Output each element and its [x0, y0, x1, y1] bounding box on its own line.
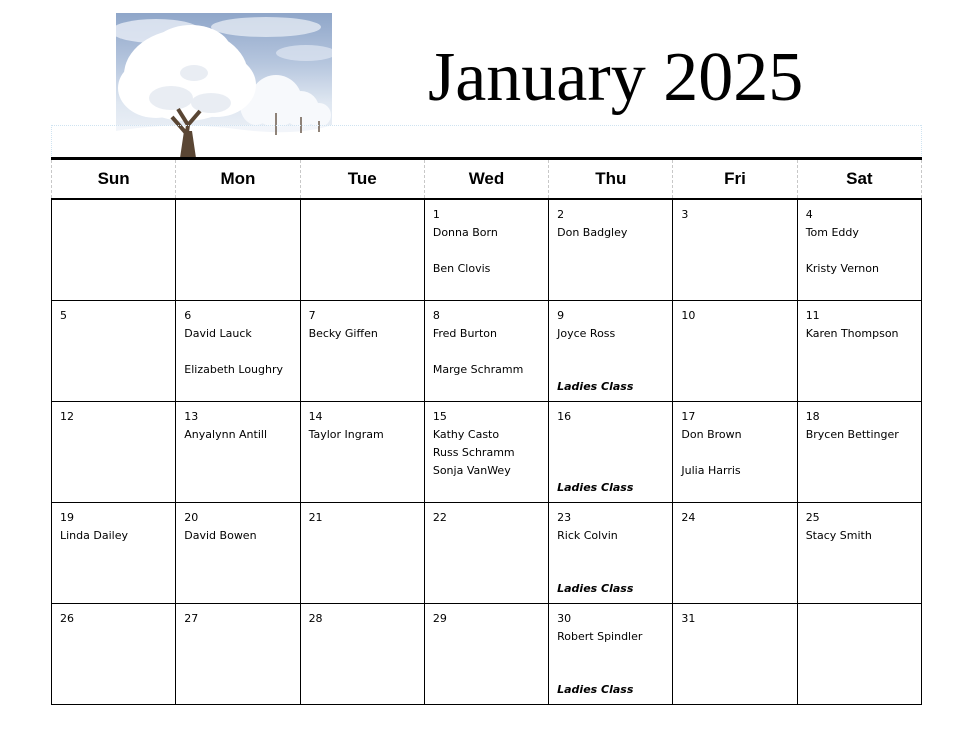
calendar-day-cell: [797, 301, 921, 402]
calendar-day-cell: [549, 199, 673, 301]
day-cell-content: [301, 604, 424, 704]
day-cell-content: [798, 604, 921, 704]
day-number: 2: [557, 208, 565, 221]
weekday-header: Wed: [424, 159, 548, 200]
day-number: 10: [681, 309, 696, 322]
calendar-day-cell: [673, 199, 797, 301]
day-cell-content: [176, 503, 299, 603]
day-number: 26: [60, 612, 74, 625]
calendar-day-cell: [300, 604, 424, 705]
day-cell-content: [425, 301, 548, 401]
day-number: 31: [681, 612, 696, 625]
day-number: 27: [184, 612, 199, 625]
day-number: 22: [432, 511, 447, 524]
birthday-name: Stacy Smith: [805, 529, 872, 542]
birthday-name: Sonja VanWey: [432, 464, 511, 477]
calendar-day-cell: [52, 199, 176, 301]
day-number: 1: [432, 208, 440, 221]
calendar-day-cell: [176, 503, 300, 604]
calendar-day-cell: [52, 402, 176, 503]
day-cell-content: [52, 604, 175, 704]
calendar-day-cell: [300, 503, 424, 604]
day-number: 9: [557, 309, 565, 322]
snowy-tree-photo: [116, 13, 332, 158]
weekday-header: Fri: [673, 159, 797, 200]
calendar-week-row: [52, 604, 922, 705]
calendar-day-cell: [424, 301, 548, 402]
calendar-day-cell: [300, 402, 424, 503]
weekday-header: Mon: [176, 159, 300, 200]
day-cell-content: [425, 604, 548, 704]
birthday-name: Don Brown: [681, 428, 742, 441]
day-cell-content: [425, 200, 548, 300]
calendar-day-cell: [673, 604, 797, 705]
weekday-header: Thu: [549, 159, 673, 200]
day-cell-content: [673, 301, 796, 401]
day-cell-content: [176, 402, 299, 502]
day-number: 15: [432, 410, 447, 423]
calendar-week-row: [52, 301, 922, 402]
day-cell-content: [425, 503, 548, 603]
calendar-day-cell: [176, 402, 300, 503]
day-cell-content: [673, 604, 796, 704]
birthday-name: Elizabeth Loughry: [184, 363, 284, 376]
day-number: 13: [184, 410, 199, 423]
guide-line: [921, 125, 922, 158]
calendar-week-row: [52, 402, 922, 503]
day-cell-content: [549, 503, 672, 603]
calendar-week-row: [52, 199, 922, 301]
calendar-day-cell: [424, 199, 548, 301]
birthday-name: Ben Clovis: [432, 262, 491, 275]
day-number: 25: [805, 511, 820, 524]
birthday-name: David Bowen: [184, 529, 257, 542]
event-note: Ladies Class: [557, 380, 634, 393]
calendar-day-cell: [673, 503, 797, 604]
day-cell-content: [176, 604, 299, 704]
guide-line: [51, 125, 52, 158]
birthday-name: Joyce Ross: [557, 327, 616, 340]
calendar-day-cell: [424, 604, 548, 705]
birthday-name: Taylor Ingram: [308, 428, 384, 441]
calendar-day-cell: [549, 301, 673, 402]
birthday-name: Donna Born: [432, 226, 498, 239]
day-number: 6: [184, 309, 192, 322]
event-note: Ladies Class: [557, 683, 634, 696]
calendar-day-cell: [797, 199, 921, 301]
calendar-day-cell: [673, 402, 797, 503]
day-cell-content: [673, 200, 796, 300]
day-number: 21: [308, 511, 323, 524]
event-note: Ladies Class: [557, 481, 634, 494]
birthday-name: Kristy Vernon: [805, 262, 879, 275]
birthday-name: David Lauck: [184, 327, 252, 340]
day-number: 17: [681, 410, 696, 423]
calendar-day-cell: [176, 604, 300, 705]
day-number: 3: [681, 208, 689, 221]
calendar-grid: [51, 157, 922, 705]
day-cell-content: [52, 503, 175, 603]
day-cell-content: [549, 604, 672, 704]
birthday-name: Linda Dailey: [60, 529, 128, 542]
day-cell-content: [301, 503, 424, 603]
day-number: 30: [557, 612, 572, 625]
birthday-name: Julia Harris: [681, 464, 741, 477]
day-cell-content: [673, 503, 796, 603]
calendar-day-cell: [549, 604, 673, 705]
day-number: 8: [432, 309, 440, 322]
day-number: 28: [308, 612, 323, 625]
calendar-day-cell: [176, 301, 300, 402]
birthday-name: Kathy Casto: [432, 428, 500, 441]
birthday-name: Fred Burton: [432, 327, 497, 340]
birthday-name: Brycen Bettinger: [805, 428, 899, 441]
day-cell-content: [549, 402, 672, 502]
weekday-header-row: [52, 159, 922, 200]
calendar-day-cell: [52, 301, 176, 402]
day-number: 23: [557, 511, 572, 524]
calendar-day-cell: [52, 604, 176, 705]
day-number: 5: [60, 309, 67, 322]
day-number: 4: [805, 208, 813, 221]
day-cell-content: [549, 301, 672, 401]
day-cell-content: [798, 200, 921, 300]
day-cell-content: [176, 301, 299, 401]
day-number: 11: [805, 309, 820, 322]
day-number: 29: [432, 612, 447, 625]
birthday-name: Rick Colvin: [557, 529, 618, 542]
birthday-name: Tom Eddy: [805, 226, 859, 239]
day-number: 24: [681, 511, 696, 524]
birthday-name: Karen Thompson: [805, 327, 899, 340]
calendar-day-cell: [300, 301, 424, 402]
birthday-name: Anyalynn Antill: [184, 428, 268, 441]
calendar-day-cell: [797, 503, 921, 604]
calendar-day-cell: [176, 199, 300, 301]
day-cell-content: [798, 402, 921, 502]
day-cell-content: [798, 301, 921, 401]
calendar-body: [52, 199, 922, 705]
weekday-header: Sat: [797, 159, 921, 200]
day-cell-content: [301, 301, 424, 401]
birthday-name: Don Badgley: [557, 226, 628, 239]
day-cell-content: [301, 200, 424, 300]
guide-line: [51, 125, 921, 126]
day-cell-content: [425, 402, 548, 502]
calendar-day-cell: [549, 402, 673, 503]
calendar-day-cell: [549, 503, 673, 604]
day-number: 12: [60, 410, 74, 423]
birthday-name: Becky Giffen: [308, 327, 378, 340]
day-number: 20: [184, 511, 199, 524]
calendar-day-cell: [52, 503, 176, 604]
weekday-header: Tue: [300, 159, 424, 200]
day-cell-content: [301, 402, 424, 502]
calendar-day-cell: [673, 301, 797, 402]
day-cell-content: [549, 200, 672, 300]
calendar-day-cell: [424, 402, 548, 503]
day-cell-content: [52, 301, 175, 401]
calendar-day-cell: [424, 503, 548, 604]
calendar-week-row: [52, 503, 922, 604]
day-cell-content: [52, 200, 175, 300]
birthday-name: Marge Schramm: [432, 363, 524, 376]
event-note: Ladies Class: [557, 582, 634, 595]
day-number: 18: [805, 410, 820, 423]
birthday-name: Robert Spindler: [557, 630, 643, 643]
day-number: 7: [308, 309, 316, 322]
day-number: 14: [308, 410, 323, 423]
calendar-day-cell: [797, 604, 921, 705]
weekday-header: Sun: [52, 159, 176, 200]
day-number: 16: [557, 410, 572, 423]
calendar-day-cell: [300, 199, 424, 301]
day-cell-content: [176, 200, 299, 300]
day-cell-content: [673, 402, 796, 502]
birthday-name: Russ Schramm: [432, 446, 515, 459]
page-title: January 2025: [428, 39, 804, 116]
calendar-day-cell: [797, 402, 921, 503]
day-number: 19: [60, 511, 74, 524]
day-cell-content: [52, 402, 175, 502]
day-cell-content: [798, 503, 921, 603]
